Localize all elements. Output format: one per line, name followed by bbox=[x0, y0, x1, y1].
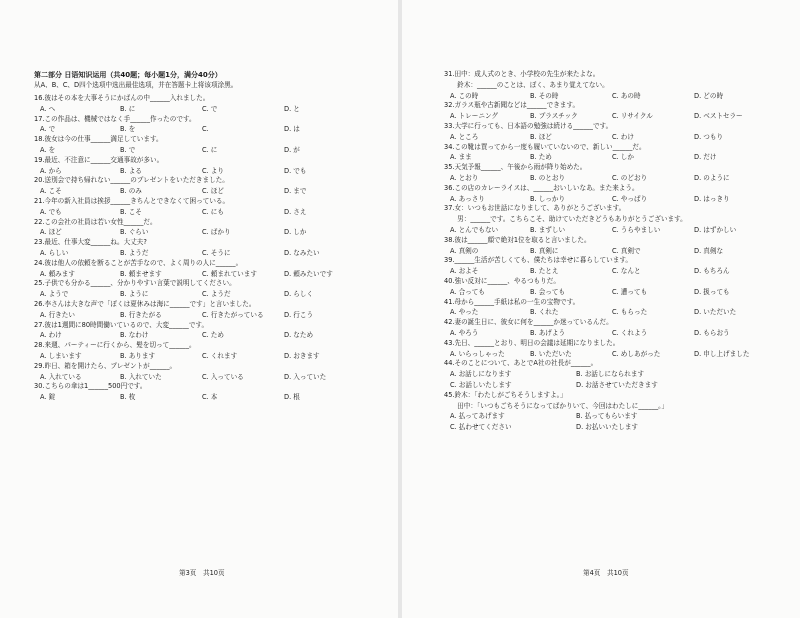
answer-option-a: A. から bbox=[40, 166, 62, 175]
question-text: 23.最近、仕事大変______ね。大丈夫? bbox=[34, 238, 147, 247]
answer-option-d: D. いただいた bbox=[694, 308, 737, 317]
answer-option-d: D. はずかしい bbox=[694, 225, 737, 234]
left-column bbox=[34, 70, 384, 403]
right-column bbox=[444, 70, 790, 433]
question-item bbox=[444, 163, 790, 184]
option-row bbox=[444, 370, 790, 380]
question-text: 25.子供でも分かる______、分かりやすい言葉で説明してください。 bbox=[34, 279, 236, 288]
question-item bbox=[444, 359, 790, 391]
answer-option-a: A. わけ bbox=[40, 331, 62, 340]
question-text: 38.彼は______顔で絶対1位を取ると言いました。 bbox=[444, 235, 591, 244]
question-item bbox=[444, 339, 790, 360]
answer-option-c: C. そうに bbox=[202, 248, 231, 257]
question-item bbox=[444, 318, 790, 339]
question-item bbox=[34, 238, 384, 259]
answer-option-a: A. まま bbox=[450, 153, 472, 162]
page-number-left: 第3页 共10页 bbox=[179, 569, 225, 577]
answer-option-b: B. しっかり bbox=[530, 194, 566, 203]
option-row bbox=[34, 331, 384, 341]
answer-option-a: A. らしい bbox=[40, 248, 69, 257]
answer-option-b: B. 枚 bbox=[120, 393, 136, 402]
answer-option-a: A. およそ bbox=[450, 267, 479, 276]
answer-option-b: B. 真剣に bbox=[530, 246, 559, 255]
answer-option-c: C. やっぱり bbox=[612, 194, 648, 203]
question-item bbox=[444, 277, 790, 298]
answer-option-d: D. もちろん bbox=[694, 267, 730, 276]
answer-option-b: B. お話しになられます bbox=[576, 370, 645, 379]
question-item bbox=[444, 184, 790, 205]
answer-option-c: C. お話しいたします bbox=[450, 380, 512, 389]
answer-option-c: C. なんと bbox=[612, 267, 641, 276]
answer-option-c: C. 遭っても bbox=[612, 287, 648, 296]
question-item bbox=[34, 259, 384, 280]
answer-option-c: C. めしあがった bbox=[612, 349, 661, 358]
answer-option-a: A. この時 bbox=[450, 91, 479, 100]
option-row bbox=[444, 247, 790, 257]
question-text: 39.______生活が苦しくても、僕たちは幸せに暮らしています。 bbox=[444, 256, 632, 265]
answer-option-a: A. とおり bbox=[450, 173, 479, 182]
option-row bbox=[34, 290, 384, 300]
question-text: 16.彼はその本を大事そうにかばんの中______入れました。 bbox=[34, 94, 210, 102]
option-row bbox=[444, 381, 790, 391]
answer-option-b: B. こそ bbox=[120, 207, 142, 216]
answer-option-d: D. 入っていた bbox=[284, 372, 327, 381]
option-row bbox=[444, 288, 790, 298]
answer-option-d: D. のように bbox=[694, 173, 730, 182]
answer-option-b: B. ため bbox=[530, 153, 552, 162]
answer-option-a: A. やった bbox=[450, 308, 479, 317]
answer-option-d: D. だけ bbox=[694, 153, 717, 162]
answer-option-a: A. 入れている bbox=[40, 372, 82, 381]
answer-option-a: A. 頼みます bbox=[40, 269, 75, 278]
answer-option-c: C. あの時 bbox=[612, 91, 641, 100]
section-instruction: 从A、B、C、D四个选项中选出最佳选项，并在答题卡上将该项涂黑。 bbox=[34, 81, 238, 89]
option-row bbox=[34, 352, 384, 362]
question-text: 29.昨日、箱を開けたら、プレゼントが______。 bbox=[34, 361, 177, 370]
question-item bbox=[34, 382, 384, 403]
answer-option-d: D. らしく bbox=[284, 290, 314, 299]
answer-option-b: B. いただいた bbox=[530, 349, 572, 358]
answer-option-d: D. しか bbox=[284, 228, 307, 237]
answer-option-b: B. なわけ bbox=[120, 331, 149, 340]
answer-option-b: B. あります bbox=[120, 351, 156, 360]
question-item bbox=[34, 279, 384, 300]
answer-option-d: D. なため bbox=[284, 331, 314, 340]
answer-option-c: C. bbox=[202, 125, 209, 134]
answer-option-d: D. はっきり bbox=[694, 194, 730, 203]
answer-option-b: B. 払ってもらいます bbox=[576, 412, 638, 421]
option-row bbox=[34, 373, 384, 383]
option-row bbox=[444, 153, 790, 163]
question-text: 21.今年の新入社員は挨拶______きちんとできなくて困っている。 bbox=[34, 196, 230, 205]
question-list-left bbox=[34, 94, 384, 403]
question-item bbox=[444, 101, 790, 122]
answer-option-b: B. くれた bbox=[530, 308, 559, 317]
answer-option-b: B. その時 bbox=[530, 91, 559, 100]
answer-option-b: B. を bbox=[120, 125, 136, 134]
question-item bbox=[34, 135, 384, 156]
answer-option-c: C. わけ bbox=[612, 132, 634, 141]
option-row bbox=[34, 146, 384, 156]
answer-option-a: A. トレーニング bbox=[450, 112, 499, 121]
question-text: 41.母から______手紙は私の一生の宝物です。 bbox=[444, 297, 580, 306]
answer-option-a: A. あっさり bbox=[450, 194, 485, 203]
answer-option-b: B. まずしい bbox=[530, 225, 566, 234]
answer-option-d: D. 扱っても bbox=[694, 287, 730, 296]
answer-option-d: D. なみたい bbox=[284, 248, 320, 257]
answer-option-c: C. ため bbox=[202, 331, 224, 340]
answer-option-d: D. 頼みたいです bbox=[284, 269, 333, 278]
question-text: 36.この店のカレーライスは、______おいしいなあ。また来よう。 bbox=[444, 183, 639, 192]
answer-option-d: D. さえ bbox=[284, 207, 307, 216]
option-row bbox=[444, 423, 790, 433]
question-text: 22.この会社の社員は若い女性______だ。 bbox=[34, 217, 157, 226]
answer-option-a: A. でも bbox=[40, 207, 62, 216]
option-row bbox=[444, 308, 790, 318]
answer-option-d: D. まで bbox=[284, 187, 307, 196]
answer-option-b: B. に bbox=[120, 104, 136, 113]
question-item bbox=[444, 122, 790, 143]
question-item bbox=[34, 362, 384, 383]
answer-option-a: A. 合っても bbox=[450, 287, 485, 296]
answer-option-d: D. 行こう bbox=[284, 310, 314, 319]
answer-option-b: B. ほど bbox=[530, 132, 552, 141]
answer-option-b: B. よる bbox=[120, 166, 142, 175]
answer-option-c: C. 払わせてください bbox=[450, 422, 512, 431]
question-item bbox=[444, 204, 790, 235]
answer-option-c: C. 頼まれています bbox=[202, 269, 257, 278]
answer-option-a: A. 錠 bbox=[40, 393, 56, 402]
question-text: 男：______です。こちらこそ、助けていただきどうもありがとうございます。 bbox=[444, 215, 687, 224]
answer-option-c: C. くれよう bbox=[612, 328, 648, 337]
answer-option-c: C. に bbox=[202, 145, 218, 154]
question-list-right bbox=[444, 70, 790, 433]
answer-option-c: C. ほど bbox=[202, 187, 224, 196]
answer-option-d: D. どの時 bbox=[694, 91, 724, 100]
answer-option-a: A. しまいます bbox=[40, 351, 82, 360]
option-row bbox=[34, 208, 384, 218]
answer-option-d: D. 申し上げました bbox=[694, 349, 750, 358]
question-text: 32.ガラス瓶や古新聞などは______できます。 bbox=[444, 101, 580, 110]
answer-option-d: D. 真剣な bbox=[694, 246, 724, 255]
answer-option-d: D. もらおう bbox=[694, 328, 730, 337]
answer-option-b: B. ようだ bbox=[120, 248, 149, 257]
answer-option-a: A. ところ bbox=[450, 132, 479, 141]
question-item bbox=[444, 391, 790, 433]
answer-option-d: D. 根 bbox=[284, 393, 300, 402]
answer-option-a: A. やろう bbox=[450, 328, 479, 337]
option-row bbox=[34, 228, 384, 238]
answer-option-d: D. お払いいたします bbox=[576, 422, 639, 431]
answer-option-c: C. で bbox=[202, 104, 218, 113]
answer-option-b: B. 会っても bbox=[530, 287, 566, 296]
answer-option-d: D. と bbox=[284, 104, 300, 113]
option-row bbox=[444, 329, 790, 339]
answer-option-d: D. ベストセラー bbox=[694, 112, 743, 121]
answer-option-d: D. が bbox=[284, 145, 300, 154]
question-text: 40.強い反対に______、やるつもりだ。 bbox=[444, 276, 560, 285]
answer-option-b: B. のみ bbox=[120, 187, 142, 196]
question-item bbox=[34, 321, 384, 342]
answer-option-b: B. のとおり bbox=[530, 173, 566, 182]
answer-option-a: A. で bbox=[40, 125, 56, 134]
answer-option-c: C. 真剣で bbox=[612, 246, 641, 255]
answer-option-c: C. くれます bbox=[202, 351, 238, 360]
question-text: 17.この作品は、機械ではなく手______作ったのです。 bbox=[34, 114, 196, 123]
answer-option-d: D. つもり bbox=[694, 132, 724, 141]
question-text: 30.こちらの傘は1______500円です。 bbox=[34, 382, 147, 391]
answer-option-c: C. ようだ bbox=[202, 290, 231, 299]
question-text: 鈴木：______のことは、ぼく、あまり覚えてない。 bbox=[444, 80, 609, 89]
question-item bbox=[34, 156, 384, 177]
answer-option-b: B. あげよう bbox=[530, 328, 566, 337]
option-row bbox=[34, 249, 384, 259]
answer-option-d: D. でも bbox=[284, 166, 307, 175]
question-text: 27.彼は1週間に80時間働いているので、大変______です。 bbox=[34, 320, 209, 329]
question-text: 31.田中：成人式のとき、小学校の先生が来たよな。 bbox=[444, 70, 600, 78]
answer-option-b: B. プラスチック bbox=[530, 112, 578, 121]
question-text: 44.そのことについて、あとでA社の社長が______。 bbox=[444, 359, 598, 368]
option-row bbox=[34, 393, 384, 403]
answer-option-c: C. のどおり bbox=[612, 173, 648, 182]
answer-option-c: C. もらった bbox=[612, 308, 648, 317]
answer-option-c: C. うらやましい bbox=[612, 225, 661, 234]
answer-option-b: B. ぐらい bbox=[120, 228, 149, 237]
answer-option-a: A. ようで bbox=[40, 290, 69, 299]
answer-option-d: D. おきます bbox=[284, 351, 320, 360]
answer-option-d: D. お話させていただきます bbox=[576, 380, 658, 389]
answer-option-b: B. 行きたがる bbox=[120, 310, 162, 319]
question-item bbox=[444, 298, 790, 319]
answer-option-c: C. 行きたがっている bbox=[202, 310, 264, 319]
question-text: 田中：「いつもごちそうになってばかりいて、今回はわたしに______。」 bbox=[444, 401, 669, 410]
answer-option-a: A. お話しになります bbox=[450, 370, 512, 379]
option-row bbox=[34, 125, 384, 135]
question-item bbox=[34, 218, 384, 239]
option-row bbox=[444, 174, 790, 184]
question-text: 34.この靴は買ってから一度も履いていないので、新しい______だ。 bbox=[444, 142, 646, 151]
question-text: 24.彼は他人の依頼を断ることが苦手なので、よく周りの人に______。 bbox=[34, 258, 243, 267]
question-item bbox=[34, 176, 384, 197]
answer-option-d: D. は bbox=[284, 125, 300, 134]
answer-option-a: A. 行きたい bbox=[40, 310, 75, 319]
question-item bbox=[444, 256, 790, 277]
question-text: 45.鈴木：「わたしがごちそうしますよ。」 bbox=[444, 390, 567, 399]
question-text: 33.大学に行っても、日本語の勉強は続ける______です。 bbox=[444, 121, 613, 130]
answer-option-b: B. で bbox=[120, 145, 136, 154]
answer-option-a: A. へ bbox=[40, 104, 56, 113]
option-row bbox=[444, 133, 790, 143]
option-row bbox=[34, 187, 384, 197]
option-row bbox=[444, 92, 790, 102]
question-text: 37.女：いつもお世話になりまして、ありがとうございます。 bbox=[444, 204, 626, 213]
option-row bbox=[444, 350, 790, 360]
question-item bbox=[34, 115, 384, 136]
question-text: 42.妻の誕生日に、彼女に何を______か迷っているんだ。 bbox=[444, 318, 613, 327]
option-row bbox=[34, 270, 384, 280]
page-number-right: 第4页 共10页 bbox=[583, 569, 629, 577]
question-text: 28.来週、パーティーに行くから、髪を切って______。 bbox=[34, 341, 196, 350]
question-item bbox=[444, 70, 790, 101]
answer-option-c: C. ばかり bbox=[202, 228, 231, 237]
answer-option-c: C. にも bbox=[202, 207, 224, 216]
answer-option-c: C. リサイクル bbox=[612, 112, 653, 121]
question-text: 26.李さんは大きな声で「ぼくは夏休みは海に______です」と言いました。 bbox=[34, 299, 256, 308]
option-row bbox=[444, 267, 790, 277]
answer-option-a: A. いらっしゃった bbox=[450, 349, 505, 358]
answer-option-c: C. しか bbox=[612, 153, 634, 162]
option-row bbox=[34, 167, 384, 177]
option-row bbox=[444, 226, 790, 236]
question-item bbox=[34, 197, 384, 218]
question-text: 18.彼女は今の仕事______満足しています。 bbox=[34, 135, 163, 144]
question-item bbox=[444, 143, 790, 164]
answer-option-b: B. たとえ bbox=[530, 267, 559, 276]
answer-option-a: A. 払ってあげます bbox=[450, 412, 505, 421]
option-row bbox=[34, 105, 384, 115]
answer-option-b: B. 入れていた bbox=[120, 372, 162, 381]
option-row bbox=[34, 311, 384, 321]
answer-option-a: A. ほど bbox=[40, 228, 62, 237]
answer-option-a: A. とんでもない bbox=[450, 225, 499, 234]
question-text: 20.送別会で持ち帰れない______のプレゼントをいただきました。 bbox=[34, 176, 229, 185]
section-title: 第二部分 日语知识运用（共40题；每小题1分，满分40分） bbox=[34, 71, 222, 79]
option-row bbox=[444, 412, 790, 422]
answer-option-a: A. 真剣の bbox=[450, 246, 479, 255]
question-text: 19.最近、不注意に______交通事故が多い。 bbox=[34, 155, 164, 164]
answer-option-c: C. より bbox=[202, 166, 224, 175]
answer-option-a: A. こそ bbox=[40, 187, 62, 196]
question-item bbox=[34, 341, 384, 362]
answer-option-c: C. 入っている bbox=[202, 372, 244, 381]
question-text: 43.先日、______とおり、明日の会議は延期になりました。 bbox=[444, 338, 620, 347]
question-text: 35.天気予報______、午後から雨が降り始めた。 bbox=[444, 163, 587, 172]
option-row bbox=[444, 112, 790, 122]
question-item bbox=[34, 94, 384, 115]
question-item bbox=[444, 236, 790, 257]
answer-option-b: B. 頼ませます bbox=[120, 269, 162, 278]
answer-option-a: A. を bbox=[40, 145, 56, 154]
question-item bbox=[34, 300, 384, 321]
answer-option-c: C. 本 bbox=[202, 393, 218, 402]
option-row bbox=[444, 195, 790, 205]
answer-option-b: B. ように bbox=[120, 290, 149, 299]
